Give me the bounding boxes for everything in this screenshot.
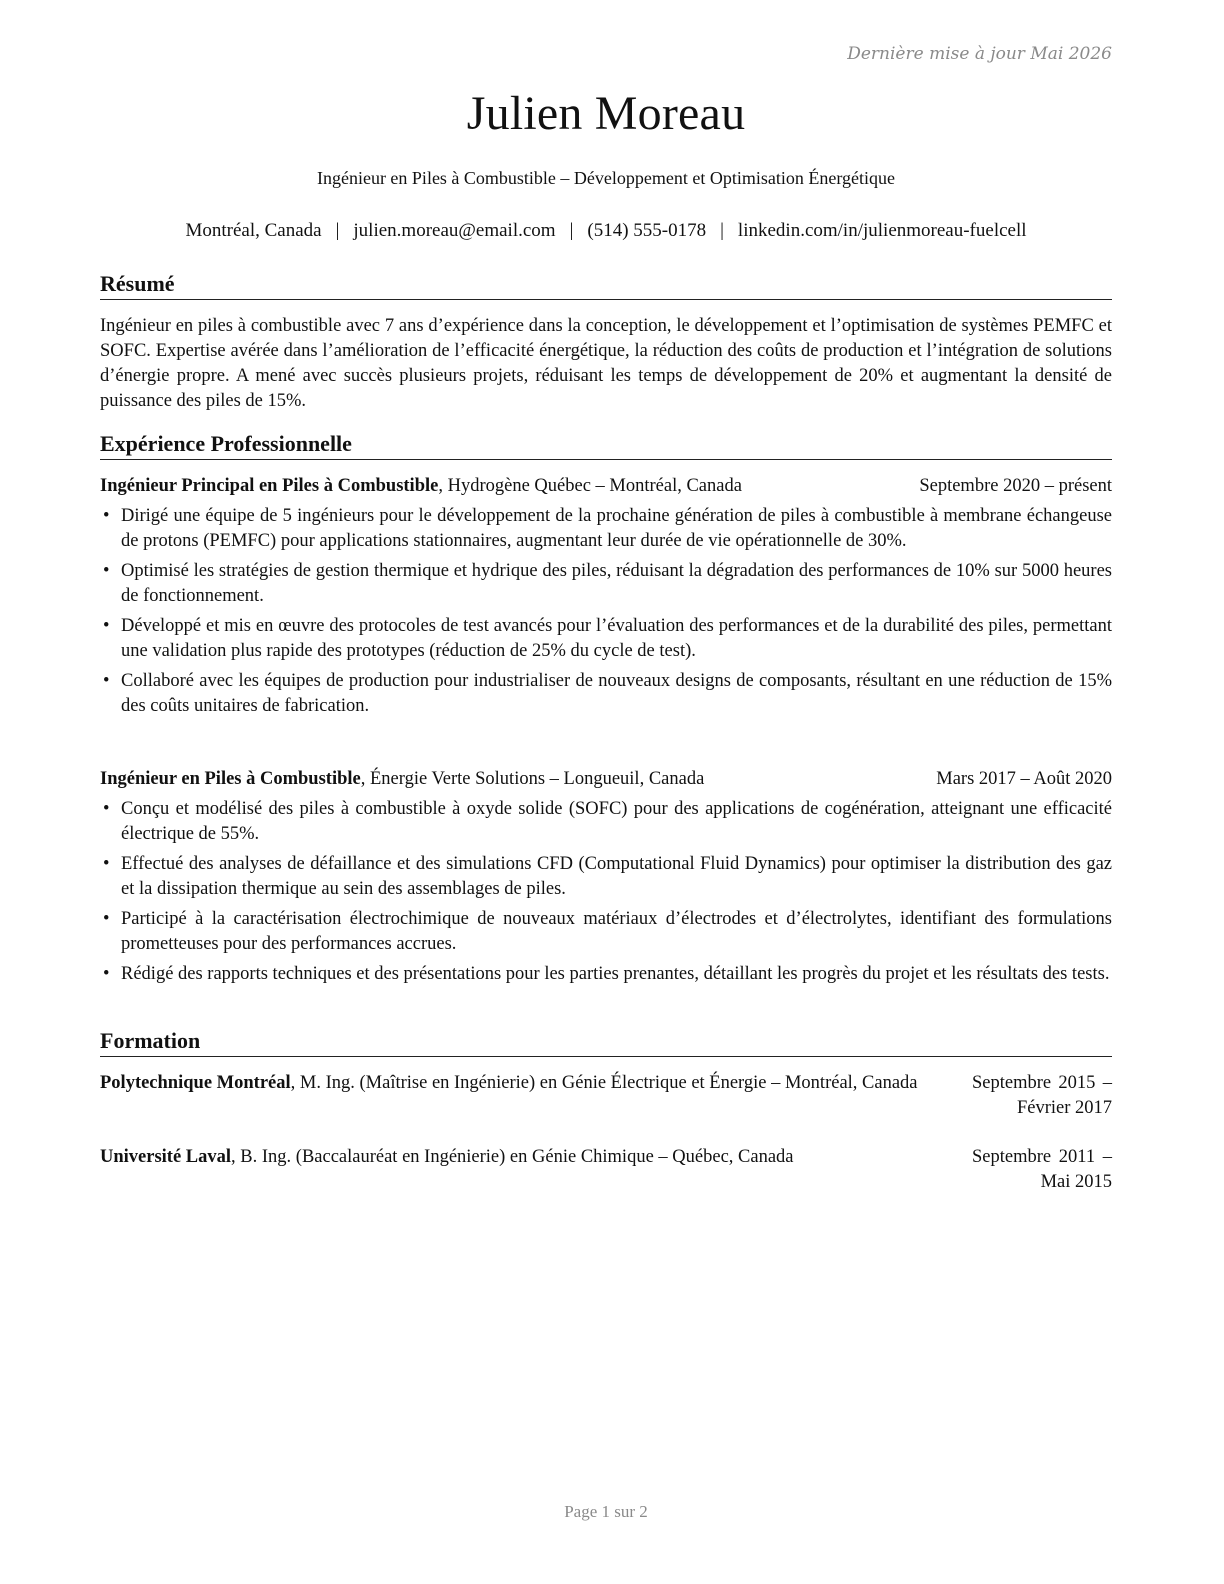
list-item	[100, 669, 1112, 719]
school-name: Université Laval	[100, 1147, 232, 1167]
bullet-icon: •	[103, 671, 110, 691]
list-item	[100, 962, 1112, 987]
bullet-text: Rédigé des rapports techniques et des présentations pour les parties prenantes, détaillant les progrès du projet et les résultats des tests.	[121, 964, 1110, 984]
job-role: Ingénieur Principal en Piles à Combustible	[100, 476, 439, 496]
education-detail	[100, 1145, 972, 1195]
bullet-text: Conçu et modélisé des piles à combustible à oxyde solide (SOFC) pour des applications de cogénération, atteignant une efficacité électrique de 55%.	[121, 799, 1112, 844]
list-item	[100, 907, 1112, 957]
contact-separator: |	[569, 220, 574, 241]
education-dates: Septembre 2011 – Mai 2015	[972, 1147, 1112, 1192]
bullet-text: Développé et mis en œuvre des protocoles de test avancés pour l’évaluation des performances et de la durabilité des piles, permettant une validation plus rapide des prototypes (réduction de 25% du cycle de test).	[121, 616, 1112, 661]
contact-separator: |	[335, 220, 340, 241]
bullet-icon: •	[103, 506, 110, 526]
degree: , B. Ing. (Baccalauréat en Ingénierie) en Génie Chimique – Québec, Canada	[231, 1147, 794, 1167]
summary-text: Ingénieur en piles à combustible avec 7 ans d’expérience dans la conception, le développement et l’optimisation de systèmes PEMFC et SOFC. Expertise avérée dans l’amélioration de l’efficacité énergétique, la réduction des coûts de production et l’intégration de solutions d’énergie propre. A mené avec succès plusieurs projets, réduisant les temps de développement de 20% et augmentant la densité de puissance des piles de 15%.	[100, 316, 1112, 411]
section-title-experience: Expérience Professionnelle	[100, 430, 1112, 460]
job-title-line	[100, 767, 704, 792]
job-dates: Mars 2017 – Août 2020	[936, 769, 1112, 789]
bullet-icon: •	[103, 616, 110, 636]
bullet-text: Collaboré avec les équipes de production pour industrialiser de nouveaux designs de composants, résultant en une réduction de 15% des coûts unitaires de fabrication.	[121, 671, 1112, 716]
contact-phone: (514) 555-0178	[587, 220, 707, 241]
contact-linkedin[interactable]: linkedin.com/in/julienmoreau-fuelcell	[737, 220, 1027, 241]
job-header	[100, 767, 1112, 792]
school-name: Polytechnique Montréal	[100, 1073, 291, 1093]
section-title-summary: Résumé	[100, 270, 1112, 300]
bullet-icon: •	[103, 909, 110, 929]
education-dates: Septembre 2015 – Février 2017	[972, 1073, 1112, 1118]
bullet-text: Effectué des analyses de défaillance et des simulations CFD (Computational Fluid Dynamics) pour optimiser la distribution des gaz et la dissipation thermique au sein des assemblages de piles.	[121, 854, 1112, 899]
job-company: , Hydrogène Québec – Montréal, Canada	[438, 476, 742, 496]
section-title-education: Formation	[100, 1027, 1112, 1057]
bullet-icon: •	[103, 964, 110, 984]
bullet-icon: •	[103, 799, 110, 819]
list-item	[100, 504, 1112, 554]
list-item	[100, 614, 1112, 664]
resume-page	[100, 0, 1112, 1584]
education-entry	[100, 1071, 1112, 1121]
contact-line	[100, 220, 1112, 242]
bullet-icon: •	[103, 854, 110, 874]
contact-location: Montréal, Canada	[185, 220, 322, 241]
degree: , M. Ing. (Maîtrise en Ingénierie) en Génie Électrique et Énergie – Montréal, Canada	[290, 1073, 918, 1093]
list-item	[100, 559, 1112, 609]
job-bullets	[100, 797, 1112, 992]
headline: Ingénieur en Piles à Combustible – Développement et Optimisation Énergétique	[316, 168, 896, 188]
bullet-text: Dirigé une équipe de 5 ingénieurs pour le développement de la prochaine génération de piles à combustible à membrane échangeuse de protons (PEMFC) pour applications stationnaires, augmentant leur durée de vie opérationnelle de 30%.	[121, 506, 1112, 551]
job-header	[100, 474, 1112, 499]
candidate-name: Julien Moreau	[466, 87, 746, 140]
last-updated: Dernière mise à jour Mai 2026	[847, 44, 1112, 64]
education-entry	[100, 1145, 1112, 1195]
bullet-icon: •	[103, 561, 110, 581]
list-item	[100, 852, 1112, 902]
education-detail	[100, 1071, 972, 1121]
job-title-line	[100, 474, 742, 499]
bullet-text: Optimisé les stratégies de gestion thermique et hydrique des piles, réduisant la dégradation des performances de 10% sur 5000 heures de fonctionnement.	[121, 561, 1112, 606]
job-bullets	[100, 504, 1112, 724]
job-role: Ingénieur en Piles à Combustible	[100, 769, 361, 789]
contact-email[interactable]: julien.moreau@email.com	[353, 220, 556, 241]
job-company: , Énergie Verte Solutions – Longueuil, Canada	[360, 769, 705, 789]
contact-separator: |	[720, 220, 724, 241]
bullet-text: Participé à la caractérisation électrochimique de nouveaux matériaux d’électrodes et d’électrolytes, identifiant des formulations prometteuses pour des performances accrues.	[121, 909, 1112, 954]
page-number: Page 1 sur 2	[564, 1502, 648, 1521]
job-dates: Septembre 2020 – présent	[919, 476, 1112, 496]
list-item	[100, 797, 1112, 847]
